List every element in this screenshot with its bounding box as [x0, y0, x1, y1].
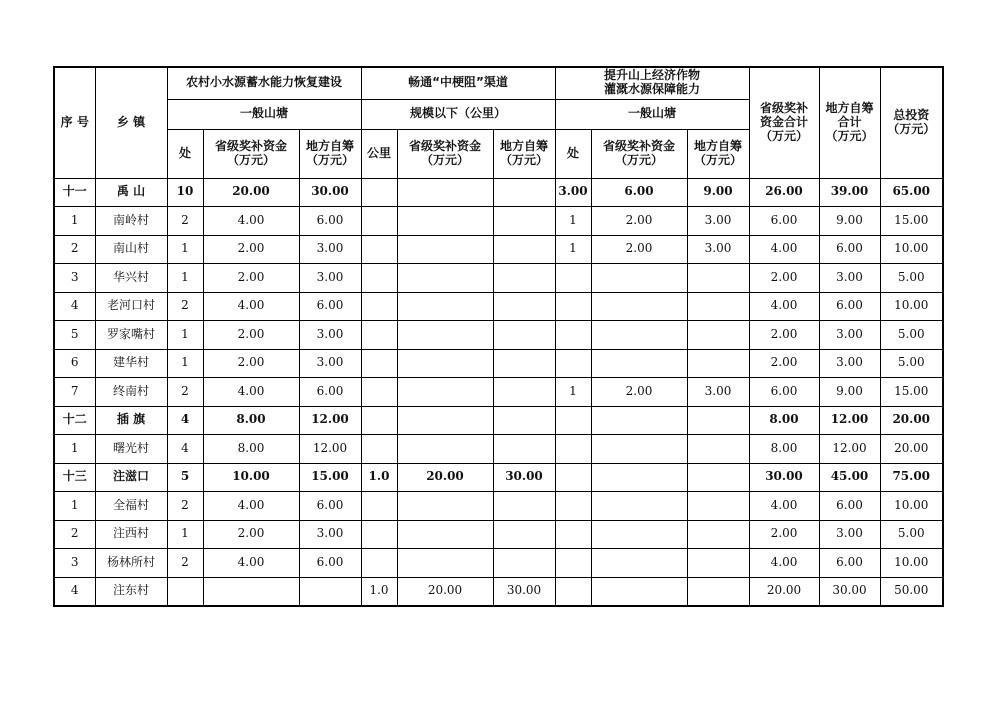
cell-g3-local	[687, 321, 749, 350]
cell-g1-local: 3.00	[299, 264, 361, 293]
cell-g2-local	[493, 549, 555, 578]
town-subtotal-row	[54, 463, 943, 492]
cell-g2-local	[493, 321, 555, 350]
cell-town: 罗家嘴村	[95, 321, 167, 350]
header-g2-prov-line1: 省级奖补资金	[408, 138, 481, 153]
cell-g3-count	[555, 492, 591, 521]
village-row	[54, 321, 943, 350]
cell-g3-local: 3.00	[687, 235, 749, 264]
cell-g2-km	[361, 435, 397, 464]
cell-g3-count: 1	[555, 235, 591, 264]
cell-g3-prov	[591, 349, 687, 378]
town-subtotal-row	[54, 406, 943, 435]
cell-g2-km	[361, 321, 397, 350]
header-g1-prov-line1: 省级奖补资金	[214, 138, 287, 153]
cell-g1-count: 1	[167, 264, 203, 293]
cell-total-investment: 5.00	[880, 264, 943, 293]
header-g3-prov-line2: （万元）	[614, 152, 663, 167]
cell-g1-prov	[203, 577, 299, 606]
cell-g2-km: 1.0	[361, 577, 397, 606]
cell-total-investment: 15.00	[880, 207, 943, 236]
cell-g2-km	[361, 292, 397, 321]
cell-total-investment: 10.00	[880, 292, 943, 321]
cell-g1-prov: 2.00	[203, 321, 299, 350]
cell-g1-count: 2	[167, 492, 203, 521]
header-group-channel: 畅通“中梗阻”渠道	[361, 67, 555, 99]
header-prov-total-line2: 资金合计	[759, 114, 808, 129]
cell-seq: 1	[54, 492, 95, 521]
cell-g3-prov: 2.00	[591, 378, 687, 407]
cell-g2-prov	[397, 378, 493, 407]
header-sub-irrigation: 一般山塘	[555, 99, 749, 129]
header-prov-total	[749, 67, 819, 178]
cell-g2-km	[361, 492, 397, 521]
cell-g2-prov	[397, 520, 493, 549]
header-local-total-line3: （万元）	[825, 128, 874, 143]
cell-g1-prov: 4.00	[203, 549, 299, 578]
cell-total-investment: 20.00	[880, 435, 943, 464]
cell-g3-local: 9.00	[687, 178, 749, 207]
cell-local-total: 6.00	[819, 292, 880, 321]
cell-g1-prov: 2.00	[203, 235, 299, 264]
cell-g3-local	[687, 520, 749, 549]
header-g1-local	[299, 129, 361, 178]
header-g2-prov-line2: （万元）	[420, 152, 469, 167]
cell-prov-total: 6.00	[749, 207, 819, 236]
cell-g1-prov: 10.00	[203, 463, 299, 492]
cell-town: 杨林所村	[95, 549, 167, 578]
cell-g1-local: 6.00	[299, 378, 361, 407]
header-group-irrigation-line1: 提升山上经济作物	[603, 68, 700, 83]
cell-g3-local	[687, 292, 749, 321]
cell-g2-local	[493, 264, 555, 293]
cell-g1-local: 6.00	[299, 292, 361, 321]
header-g3-count: 处	[555, 129, 591, 178]
cell-town: 老河口村	[95, 292, 167, 321]
cell-g2-local	[493, 207, 555, 236]
cell-g3-prov	[591, 264, 687, 293]
cell-g3-prov: 2.00	[591, 207, 687, 236]
cell-g1-count: 2	[167, 292, 203, 321]
cell-g2-prov	[397, 492, 493, 521]
cell-g1-prov: 2.00	[203, 264, 299, 293]
cell-g1-local: 6.00	[299, 207, 361, 236]
cell-local-total: 6.00	[819, 549, 880, 578]
cell-g3-local	[687, 435, 749, 464]
cell-seq: 十三	[54, 463, 95, 492]
cell-local-total: 9.00	[819, 378, 880, 407]
cell-g3-count	[555, 292, 591, 321]
table-header	[54, 67, 943, 178]
header-total-line1: 总投资	[893, 107, 930, 122]
cell-g3-count	[555, 321, 591, 350]
cell-g3-count	[555, 577, 591, 606]
cell-g1-count: 2	[167, 378, 203, 407]
cell-prov-total: 2.00	[749, 264, 819, 293]
cell-town: 注西村	[95, 520, 167, 549]
cell-total-investment: 65.00	[880, 178, 943, 207]
cell-seq: 2	[54, 520, 95, 549]
cell-g3-prov	[591, 492, 687, 521]
cell-town: 注滋口	[95, 463, 167, 492]
header-g3-local-line1: 地方自筹	[693, 138, 742, 153]
cell-g3-count	[555, 435, 591, 464]
cell-seq: 2	[54, 235, 95, 264]
cell-seq: 1	[54, 207, 95, 236]
cell-prov-total: 2.00	[749, 321, 819, 350]
cell-g3-local: 3.00	[687, 378, 749, 407]
cell-g1-local: 15.00	[299, 463, 361, 492]
header-total-line2: （万元）	[887, 121, 936, 136]
cell-g2-km	[361, 406, 397, 435]
header-seq: 序 号	[54, 67, 95, 178]
cell-g3-count	[555, 264, 591, 293]
cell-local-total: 9.00	[819, 207, 880, 236]
village-row	[54, 235, 943, 264]
cell-g2-local	[493, 349, 555, 378]
cell-g2-local	[493, 406, 555, 435]
header-group-irrigation-line2: 灌溉水源保障能力	[603, 82, 700, 97]
cell-g1-count: 10	[167, 178, 203, 207]
cell-local-total: 3.00	[819, 349, 880, 378]
cell-g1-count: 4	[167, 406, 203, 435]
header-local-total-line2: 合计	[837, 114, 862, 129]
cell-seq: 4	[54, 292, 95, 321]
cell-g3-local	[687, 549, 749, 578]
cell-seq: 3	[54, 549, 95, 578]
cell-g1-prov: 4.00	[203, 292, 299, 321]
cell-town: 全福村	[95, 492, 167, 521]
cell-total-investment: 15.00	[880, 378, 943, 407]
header-g1-local-line2: （万元）	[305, 152, 354, 167]
cell-g2-local	[493, 178, 555, 207]
cell-g2-local	[493, 520, 555, 549]
header-g3-local	[687, 129, 749, 178]
cell-g1-local	[299, 577, 361, 606]
cell-g1-prov: 4.00	[203, 378, 299, 407]
cell-local-total: 3.00	[819, 264, 880, 293]
cell-prov-total: 2.00	[749, 520, 819, 549]
cell-g2-km	[361, 520, 397, 549]
cell-g1-prov: 8.00	[203, 435, 299, 464]
cell-total-investment: 20.00	[880, 406, 943, 435]
village-row	[54, 577, 943, 606]
header-group-irrigation	[555, 67, 749, 99]
header-g3-prov-line1: 省级奖补资金	[602, 138, 675, 153]
investment-table	[53, 66, 944, 607]
cell-local-total: 39.00	[819, 178, 880, 207]
cell-g2-prov	[397, 549, 493, 578]
cell-g1-prov: 4.00	[203, 207, 299, 236]
cell-total-investment: 50.00	[880, 577, 943, 606]
cell-g1-count: 2	[167, 549, 203, 578]
cell-g3-count	[555, 349, 591, 378]
cell-town: 禹 山	[95, 178, 167, 207]
cell-local-total: 3.00	[819, 321, 880, 350]
cell-g2-prov	[397, 321, 493, 350]
cell-g1-count: 1	[167, 321, 203, 350]
cell-g3-count	[555, 463, 591, 492]
cell-prov-total: 4.00	[749, 492, 819, 521]
cell-g2-prov	[397, 235, 493, 264]
cell-g2-prov	[397, 264, 493, 293]
cell-g3-local	[687, 406, 749, 435]
cell-g1-count: 4	[167, 435, 203, 464]
cell-g1-count: 1	[167, 235, 203, 264]
cell-g1-local: 30.00	[299, 178, 361, 207]
cell-g3-prov	[591, 520, 687, 549]
cell-town: 华兴村	[95, 264, 167, 293]
cell-g3-local	[687, 492, 749, 521]
cell-prov-total: 20.00	[749, 577, 819, 606]
header-g2-local-line2: （万元）	[499, 152, 548, 167]
cell-g2-local	[493, 492, 555, 521]
header-g2-prov	[397, 129, 493, 178]
cell-g3-count	[555, 406, 591, 435]
cell-g3-prov	[591, 435, 687, 464]
cell-g2-prov	[397, 406, 493, 435]
header-group-reservoir: 农村小水源蓄水能力恢复建设	[167, 67, 361, 99]
cell-g2-km	[361, 349, 397, 378]
cell-g2-prov	[397, 435, 493, 464]
cell-local-total: 3.00	[819, 520, 880, 549]
header-g3-local-line2: （万元）	[693, 152, 742, 167]
cell-seq: 4	[54, 577, 95, 606]
cell-g1-local: 3.00	[299, 321, 361, 350]
cell-g3-count	[555, 520, 591, 549]
cell-g1-prov: 4.00	[203, 492, 299, 521]
cell-g1-local: 12.00	[299, 406, 361, 435]
header-g1-count: 处	[167, 129, 203, 178]
town-subtotal-row	[54, 178, 943, 207]
cell-g2-local	[493, 292, 555, 321]
cell-prov-total: 4.00	[749, 549, 819, 578]
cell-prov-total: 6.00	[749, 378, 819, 407]
cell-total-investment: 5.00	[880, 349, 943, 378]
cell-town: 插 旗	[95, 406, 167, 435]
village-row	[54, 207, 943, 236]
cell-g1-count: 5	[167, 463, 203, 492]
village-row	[54, 492, 943, 521]
cell-g2-local: 30.00	[493, 577, 555, 606]
cell-g1-prov: 8.00	[203, 406, 299, 435]
cell-g2-km: 1.0	[361, 463, 397, 492]
cell-g3-local	[687, 463, 749, 492]
table-body	[54, 178, 943, 606]
cell-g1-prov: 2.00	[203, 520, 299, 549]
cell-g2-local	[493, 435, 555, 464]
village-row	[54, 549, 943, 578]
village-row	[54, 292, 943, 321]
cell-seq: 5	[54, 321, 95, 350]
cell-g3-prov: 2.00	[591, 235, 687, 264]
cell-g1-count	[167, 577, 203, 606]
cell-local-total: 45.00	[819, 463, 880, 492]
cell-g1-local: 3.00	[299, 520, 361, 549]
cell-total-investment: 10.00	[880, 549, 943, 578]
cell-g2-km	[361, 178, 397, 207]
village-row	[54, 264, 943, 293]
cell-local-total: 12.00	[819, 406, 880, 435]
header-g3-prov	[591, 129, 687, 178]
cell-total-investment: 10.00	[880, 492, 943, 521]
cell-prov-total: 4.00	[749, 292, 819, 321]
cell-g3-prov	[591, 463, 687, 492]
header-g2-local-line1: 地方自筹	[499, 138, 548, 153]
cell-total-investment: 10.00	[880, 235, 943, 264]
cell-total-investment: 5.00	[880, 520, 943, 549]
cell-prov-total: 8.00	[749, 435, 819, 464]
cell-local-total: 6.00	[819, 235, 880, 264]
cell-local-total: 30.00	[819, 577, 880, 606]
header-town: 乡 镇	[95, 67, 167, 178]
cell-local-total: 6.00	[819, 492, 880, 521]
cell-g3-count: 1	[555, 207, 591, 236]
cell-g2-prov	[397, 292, 493, 321]
cell-g3-count: 1	[555, 378, 591, 407]
cell-g1-local: 6.00	[299, 492, 361, 521]
cell-g2-prov: 20.00	[397, 463, 493, 492]
cell-g1-local: 6.00	[299, 549, 361, 578]
village-row	[54, 435, 943, 464]
cell-g3-prov: 6.00	[591, 178, 687, 207]
cell-g1-count: 2	[167, 207, 203, 236]
header-prov-total-line3: （万元）	[759, 128, 808, 143]
cell-g2-prov: 20.00	[397, 577, 493, 606]
cell-g3-local: 3.00	[687, 207, 749, 236]
cell-g2-km	[361, 235, 397, 264]
cell-town: 建华村	[95, 349, 167, 378]
cell-seq: 十一	[54, 178, 95, 207]
cell-seq: 3	[54, 264, 95, 293]
cell-local-total: 12.00	[819, 435, 880, 464]
header-g2-local	[493, 129, 555, 178]
cell-g3-local	[687, 349, 749, 378]
cell-prov-total: 4.00	[749, 235, 819, 264]
cell-g2-prov	[397, 349, 493, 378]
cell-g2-local	[493, 235, 555, 264]
cell-total-investment: 75.00	[880, 463, 943, 492]
cell-g3-prov	[591, 577, 687, 606]
header-g2-count: 公里	[361, 129, 397, 178]
cell-g3-local	[687, 264, 749, 293]
cell-g1-count: 1	[167, 349, 203, 378]
cell-g3-prov	[591, 292, 687, 321]
cell-g3-local	[687, 577, 749, 606]
cell-total-investment: 5.00	[880, 321, 943, 350]
cell-g2-km	[361, 378, 397, 407]
cell-prov-total: 8.00	[749, 406, 819, 435]
header-g1-prov	[203, 129, 299, 178]
cell-g3-count: 3.00	[555, 178, 591, 207]
cell-g1-local: 3.00	[299, 349, 361, 378]
cell-g3-prov	[591, 321, 687, 350]
cell-g3-prov	[591, 406, 687, 435]
cell-g1-local: 3.00	[299, 235, 361, 264]
cell-seq: 1	[54, 435, 95, 464]
header-g1-local-line1: 地方自筹	[305, 138, 354, 153]
cell-town: 南岭村	[95, 207, 167, 236]
header-sub-reservoir: 一般山塘	[167, 99, 361, 129]
header-local-total-line1: 地方自筹	[825, 101, 874, 116]
cell-g2-km	[361, 549, 397, 578]
village-row	[54, 349, 943, 378]
cell-g2-km	[361, 264, 397, 293]
cell-g2-prov	[397, 178, 493, 207]
cell-seq: 6	[54, 349, 95, 378]
header-prov-total-line1: 省级奖补	[759, 101, 808, 116]
cell-g1-prov: 2.00	[203, 349, 299, 378]
cell-prov-total: 2.00	[749, 349, 819, 378]
cell-g3-prov	[591, 549, 687, 578]
cell-g2-local	[493, 378, 555, 407]
header-local-total	[819, 67, 880, 178]
cell-g2-km	[361, 207, 397, 236]
cell-town: 注东村	[95, 577, 167, 606]
cell-seq: 十二	[54, 406, 95, 435]
village-row	[54, 520, 943, 549]
cell-town: 曙光村	[95, 435, 167, 464]
cell-town: 南山村	[95, 235, 167, 264]
header-total-investment	[880, 67, 943, 178]
header-g1-prov-line2: （万元）	[226, 152, 275, 167]
cell-town: 终南村	[95, 378, 167, 407]
village-row	[54, 378, 943, 407]
cell-g1-local: 12.00	[299, 435, 361, 464]
cell-g2-local: 30.00	[493, 463, 555, 492]
cell-g1-prov: 20.00	[203, 178, 299, 207]
cell-prov-total: 26.00	[749, 178, 819, 207]
header-sub-channel: 规模以下（公里）	[361, 99, 555, 129]
cell-g2-prov	[397, 207, 493, 236]
cell-g3-count	[555, 549, 591, 578]
cell-prov-total: 30.00	[749, 463, 819, 492]
cell-seq: 7	[54, 378, 95, 407]
cell-g1-count: 1	[167, 520, 203, 549]
